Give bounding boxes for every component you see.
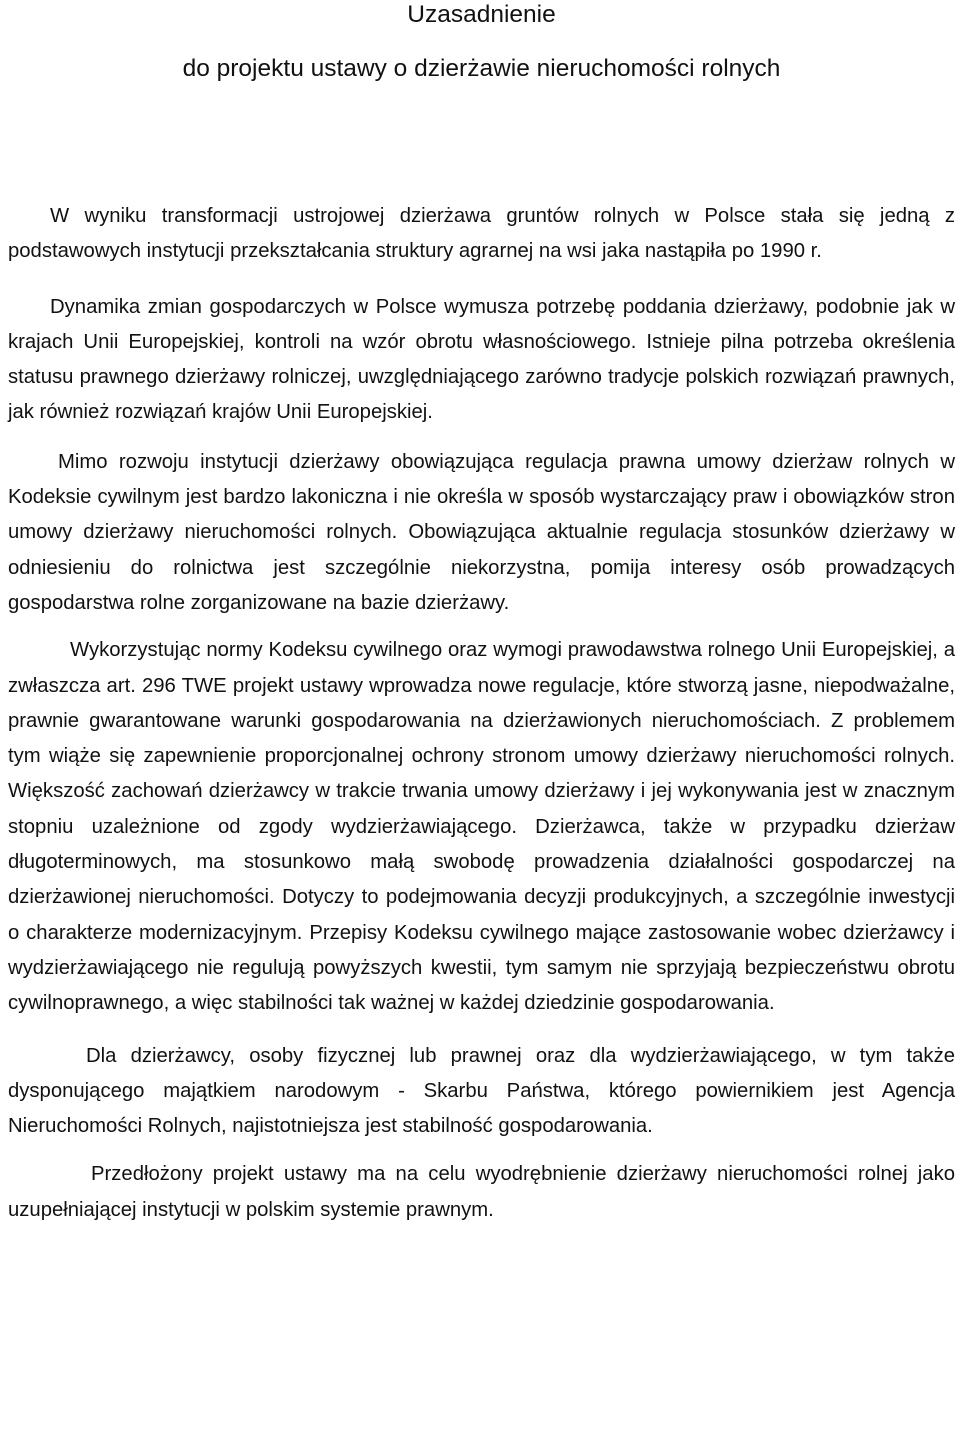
document-body — [8, 199, 955, 1228]
paragraph-1: W wyniku transformacji ustrojowej dzierżawa gruntów rolnych w Polsce stała się jedną z podstawowych instytucji przekształcania struktury agrarnej na wsi jaka nastąpiła po 1990 r. — [8, 205, 955, 263]
document-title: Uzasadnienie — [407, 1, 556, 28]
document-page — [8, 0, 955, 1228]
document-subtitle: do projektu ustawy o dzierżawie nieruchomości rolnych — [182, 55, 781, 82]
paragraph-5: Dla dzierżawcy, osoby fizycznej lub prawnej oraz dla wydzierżawiającego, w tym także dysponującego majątkiem narodowym - Skarbu Państwa, którego powiernikiem jest Agencja Nieruchomości Rolnych, najistotniejsza jest stabilność gospodarowania. — [8, 1044, 955, 1138]
paragraph-6: Przedłożony projekt ustawy ma na celu wyodrębnienie dzierżawy nieruchomości rolnej jako uzupełniającej instytucji w polskim systemie prawnym. — [8, 1163, 955, 1221]
paragraph-2: Dynamika zmian gospodarczych w Polsce wymusza potrzebę poddania dzierżawy, podobnie jak w krajach Unii Europejskiej, kontroli na wzór obrotu własnościowego. Istnieje pilna potrzeba określenia statusu prawnego dzierżawy rolniczej, uwzględniającego zarówno tradycje polskich rozwiązań prawnych, jak również rozwiązań krajów Unii Europejskiej. — [8, 295, 955, 424]
paragraph-3: Mimo rozwoju instytucji dzierżawy obowiązująca regulacja prawna umowy dzierżaw rolnych w Kodeksie cywilnym jest bardzo lakoniczna i nie określa w sposób wystarczający praw i obowiązków stron umowy dzierżawy nieruchomości rolnych. Obowiązująca aktualnie regulacja stosunków dzierżawy w odniesieniu do rolnictwa jest szczególnie niekorzystna, pomija interesy osób prowadzących gospodarstwa rolne zorganizowane na bazie dzierżawy. — [8, 450, 955, 614]
paragraph-4: Wykorzystując normy Kodeksu cywilnego oraz wymogi prawodawstwa rolnego Unii Europejskiej, a zwłaszcza art. 296 TWE projekt ustawy wprowadza nowe regulacje, które stworzą jasne, niepodważalne, prawnie gwarantowane warunki gospodarowania na dzierżawionych nieruchomościach. Z problemem tym wiąże się zapewnienie proporcjonalnej ochrony stronom umowy dzierżawy nieruchomości rolnych. Większość zachowań dzierżawcy w trakcie trwania umowy dzierżawy i jej wykonywania jest w znacznym stopniu uzależnione od zgody wydzierżawiającego. Dzierżawca, także w przypadku dzierżaw długoterminowych, ma stosunkowo małą swobodę prowadzenia działalności gospodarczej na dzierżawionej nieruchomości. Dotyczy to podejmowania decyzji produkcyjnych, a szczególnie inwestycji o charakterze modernizacyjnym. Przepisy Kodeksu cywilnego mające zastosowanie wobec dzierżawcy i wydzierżawiającego nie regulują powyższych kwestii, tym samym nie sprzyjają bezpieczeństwu obrotu cywilnoprawnego, a więc stabilności tak ważnej w każdej dziedzinie gospodarowania. — [8, 639, 955, 1015]
